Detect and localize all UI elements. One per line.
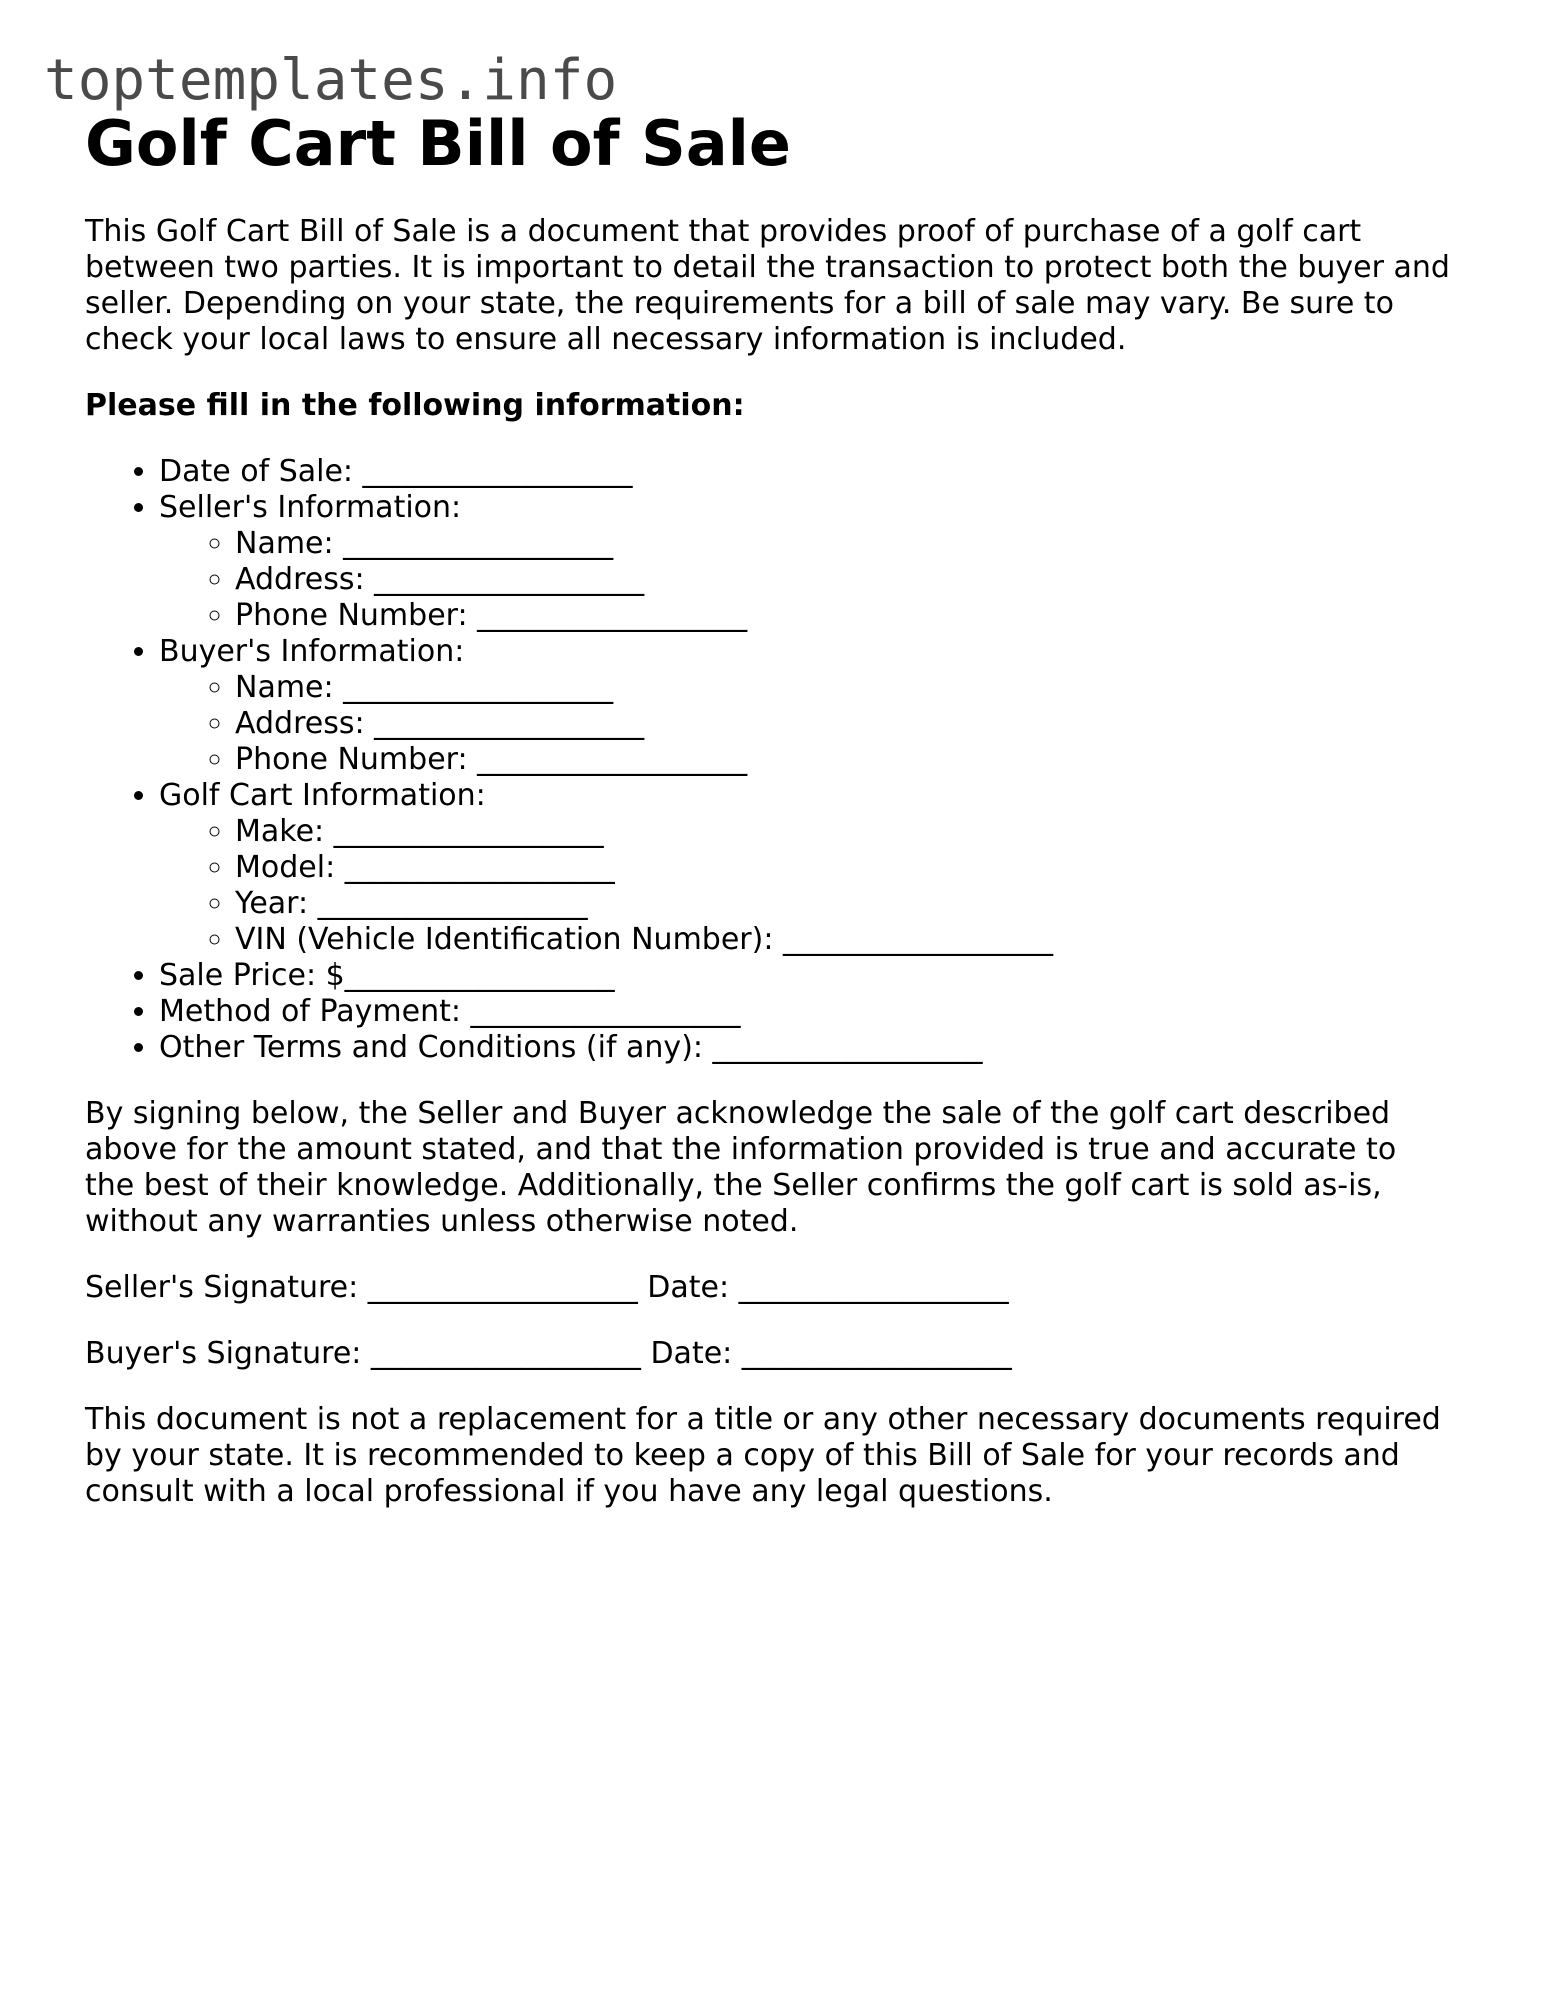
acknowledgement-paragraph: By signing below, the Seller and Buyer acknowledge the sale of the golf cart described above for the amount stated, and that the information provided is true and accurate to the best of their knowledge. Additionally, the Seller confirms the golf cart is sold as-is, without any warranties unless otherwise noted. [85, 1096, 1397, 1239]
buyer-address-field[interactable]: ◦ Address: __________________ [235, 706, 1485, 742]
sale-price-field[interactable]: • Sale Price: $__________________ [159, 958, 1485, 994]
golf-cart-information-item [159, 778, 1485, 958]
intro-paragraph: This Golf Cart Bill of Sale is a document that provides proof of purchase of a golf cart between two parties. It is important to detail the transaction to protect both the buyer and seller. Depending on your state, the requirements for a bill of sale may vary. Be sure to check your local laws to ensure all necessary information is included. [85, 214, 1450, 357]
cart-vin-field[interactable]: ◦ VIN (Vehicle Identification Number): __________________ [235, 922, 1485, 958]
cart-model-field[interactable]: ◦ Model: __________________ [235, 850, 1485, 886]
seller-phone-field[interactable]: ◦ Phone Number: __________________ [235, 598, 1485, 634]
buyer-phone-field[interactable]: ◦ Phone Number: __________________ [235, 742, 1485, 778]
cart-year-field[interactable]: ◦ Year: __________________ [235, 886, 1485, 922]
closing-paragraph: This document is not a replacement for a title or any other necessary documents required by your state. It is recommended to keep a copy of this Bill of Sale for your records and consult with a local professional if you have any legal questions. [85, 1402, 1441, 1509]
seller-address-field[interactable]: ◦ Address: __________________ [235, 562, 1485, 598]
buyer-information-label: Buyer's Information: [159, 634, 465, 669]
buyer-information-item [159, 634, 1485, 778]
seller-name-field[interactable]: ◦ Name: __________________ [235, 526, 1485, 562]
document-body [85, 106, 1485, 1510]
seller-signature-line[interactable]: Seller's Signature: __________________ Date: __________________ [85, 1270, 1009, 1305]
information-list [85, 454, 1485, 1066]
cart-make-field[interactable]: ◦ Make: __________________ [235, 814, 1485, 850]
golf-cart-information-label: Golf Cart Information: [159, 778, 486, 813]
payment-method-field[interactable]: • Method of Payment: __________________ [159, 994, 1485, 1030]
seller-information-list [159, 526, 1485, 634]
seller-information-label: Seller's Information: [159, 490, 462, 525]
date-of-sale-field[interactable]: • Date of Sale: __________________ [159, 454, 1485, 490]
watermark-text: toptemplates.info [44, 48, 618, 113]
buyer-name-field[interactable]: ◦ Name: __________________ [235, 670, 1485, 706]
seller-information-item [159, 490, 1485, 634]
buyer-signature-line[interactable]: Buyer's Signature: __________________ Date: __________________ [85, 1336, 1012, 1371]
other-terms-field[interactable]: • Other Terms and Conditions (if any): __________________ [159, 1030, 1485, 1066]
fill-in-heading: Please fill in the following information: [85, 388, 745, 423]
golf-cart-information-list [159, 814, 1485, 958]
document-title: Golf Cart Bill of Sale [85, 107, 791, 180]
buyer-information-list [159, 670, 1485, 778]
